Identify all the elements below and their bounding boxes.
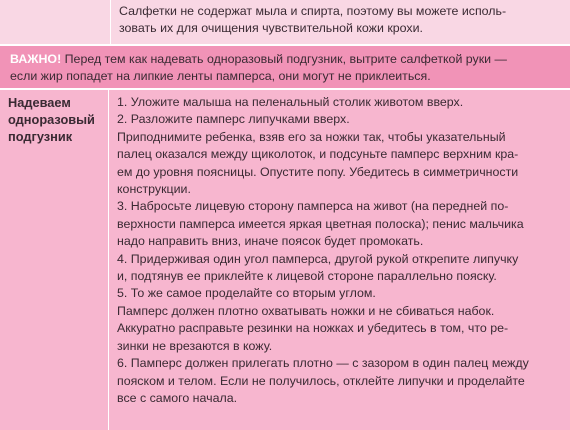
section-title: [0, 90, 109, 430]
important-text: Перед тем как надевать одноразовый подгузник, вытрите салфеткой руки —: [61, 52, 507, 66]
table-row-tip: [0, 0, 570, 44]
tip-line: зовать их для очищения чувствительной кожи крохи.: [119, 21, 423, 35]
content-line: верхности памперса имеется яркая цветная полоска); пенис мальчика: [117, 216, 524, 231]
content-line: Приподнимите ребенка, взяв его за ножки так, чтобы указательный: [117, 129, 506, 144]
section-content: [109, 90, 570, 430]
section-title-line: подгузник: [8, 129, 73, 144]
content-line: палец оказался между щиколоток, и подсуньте памперс верхним кра-: [117, 147, 519, 162]
content-line: надо направить вниз, иначе поясок будет промокать.: [117, 234, 424, 249]
important-line: если жир попадет на липкие ленты памперса, они могут не приклеиться.: [10, 69, 431, 83]
content-line: Аккуратно расправьте резинки на ножках и убедитесь в том, что ре-: [117, 321, 509, 336]
content-line: ем до уровня поясницы. Опустите попу. Убедитесь в симметричности: [117, 164, 519, 179]
content-line: 6. Памперс должен прилегать плотно — с зазором в один палец между: [117, 356, 529, 371]
content-line: 3. Набросьте лицевую сторону памперса на живот (на передней по-: [117, 199, 509, 214]
content-line: конструкции.: [117, 182, 191, 197]
content-line: зинки не врезаются в кожу.: [117, 338, 273, 353]
content-line: пояском и телом. Если не получилось, отклейте липучки и проделайте: [117, 373, 525, 388]
important-line: [10, 51, 562, 68]
section-title-line: Надеваем: [8, 95, 71, 110]
content-line: 5. То же самое проделайте со вторым углом.: [117, 286, 376, 301]
content-line: Памперс должен плотно охватывать ножки и не сбиваться набок.: [117, 303, 495, 318]
empty-title-cell: [0, 0, 111, 44]
tip-text: [111, 0, 570, 44]
table-row-diaper: [0, 90, 570, 430]
content-line: 1. Уложите малыша на пеленальный столик животом вверх.: [117, 95, 464, 109]
important-note: [0, 46, 570, 88]
important-label: ВАЖНО!: [10, 52, 62, 66]
content-line: 4. Придерживая один угол памперса, другой рукой открепите липучку: [117, 251, 519, 266]
section-title-line: одноразовый: [8, 112, 95, 127]
content-line: и, подтянув ее приклейте к лицевой стороне параллельно пояску.: [117, 269, 497, 284]
content-line: все с самого начала.: [117, 390, 238, 405]
tip-line: Салфетки не содержат мыла и спирта, поэтому вы можете исполь-: [119, 4, 507, 18]
content-line: 2. Разложите памперс липучками вверх.: [117, 112, 350, 127]
